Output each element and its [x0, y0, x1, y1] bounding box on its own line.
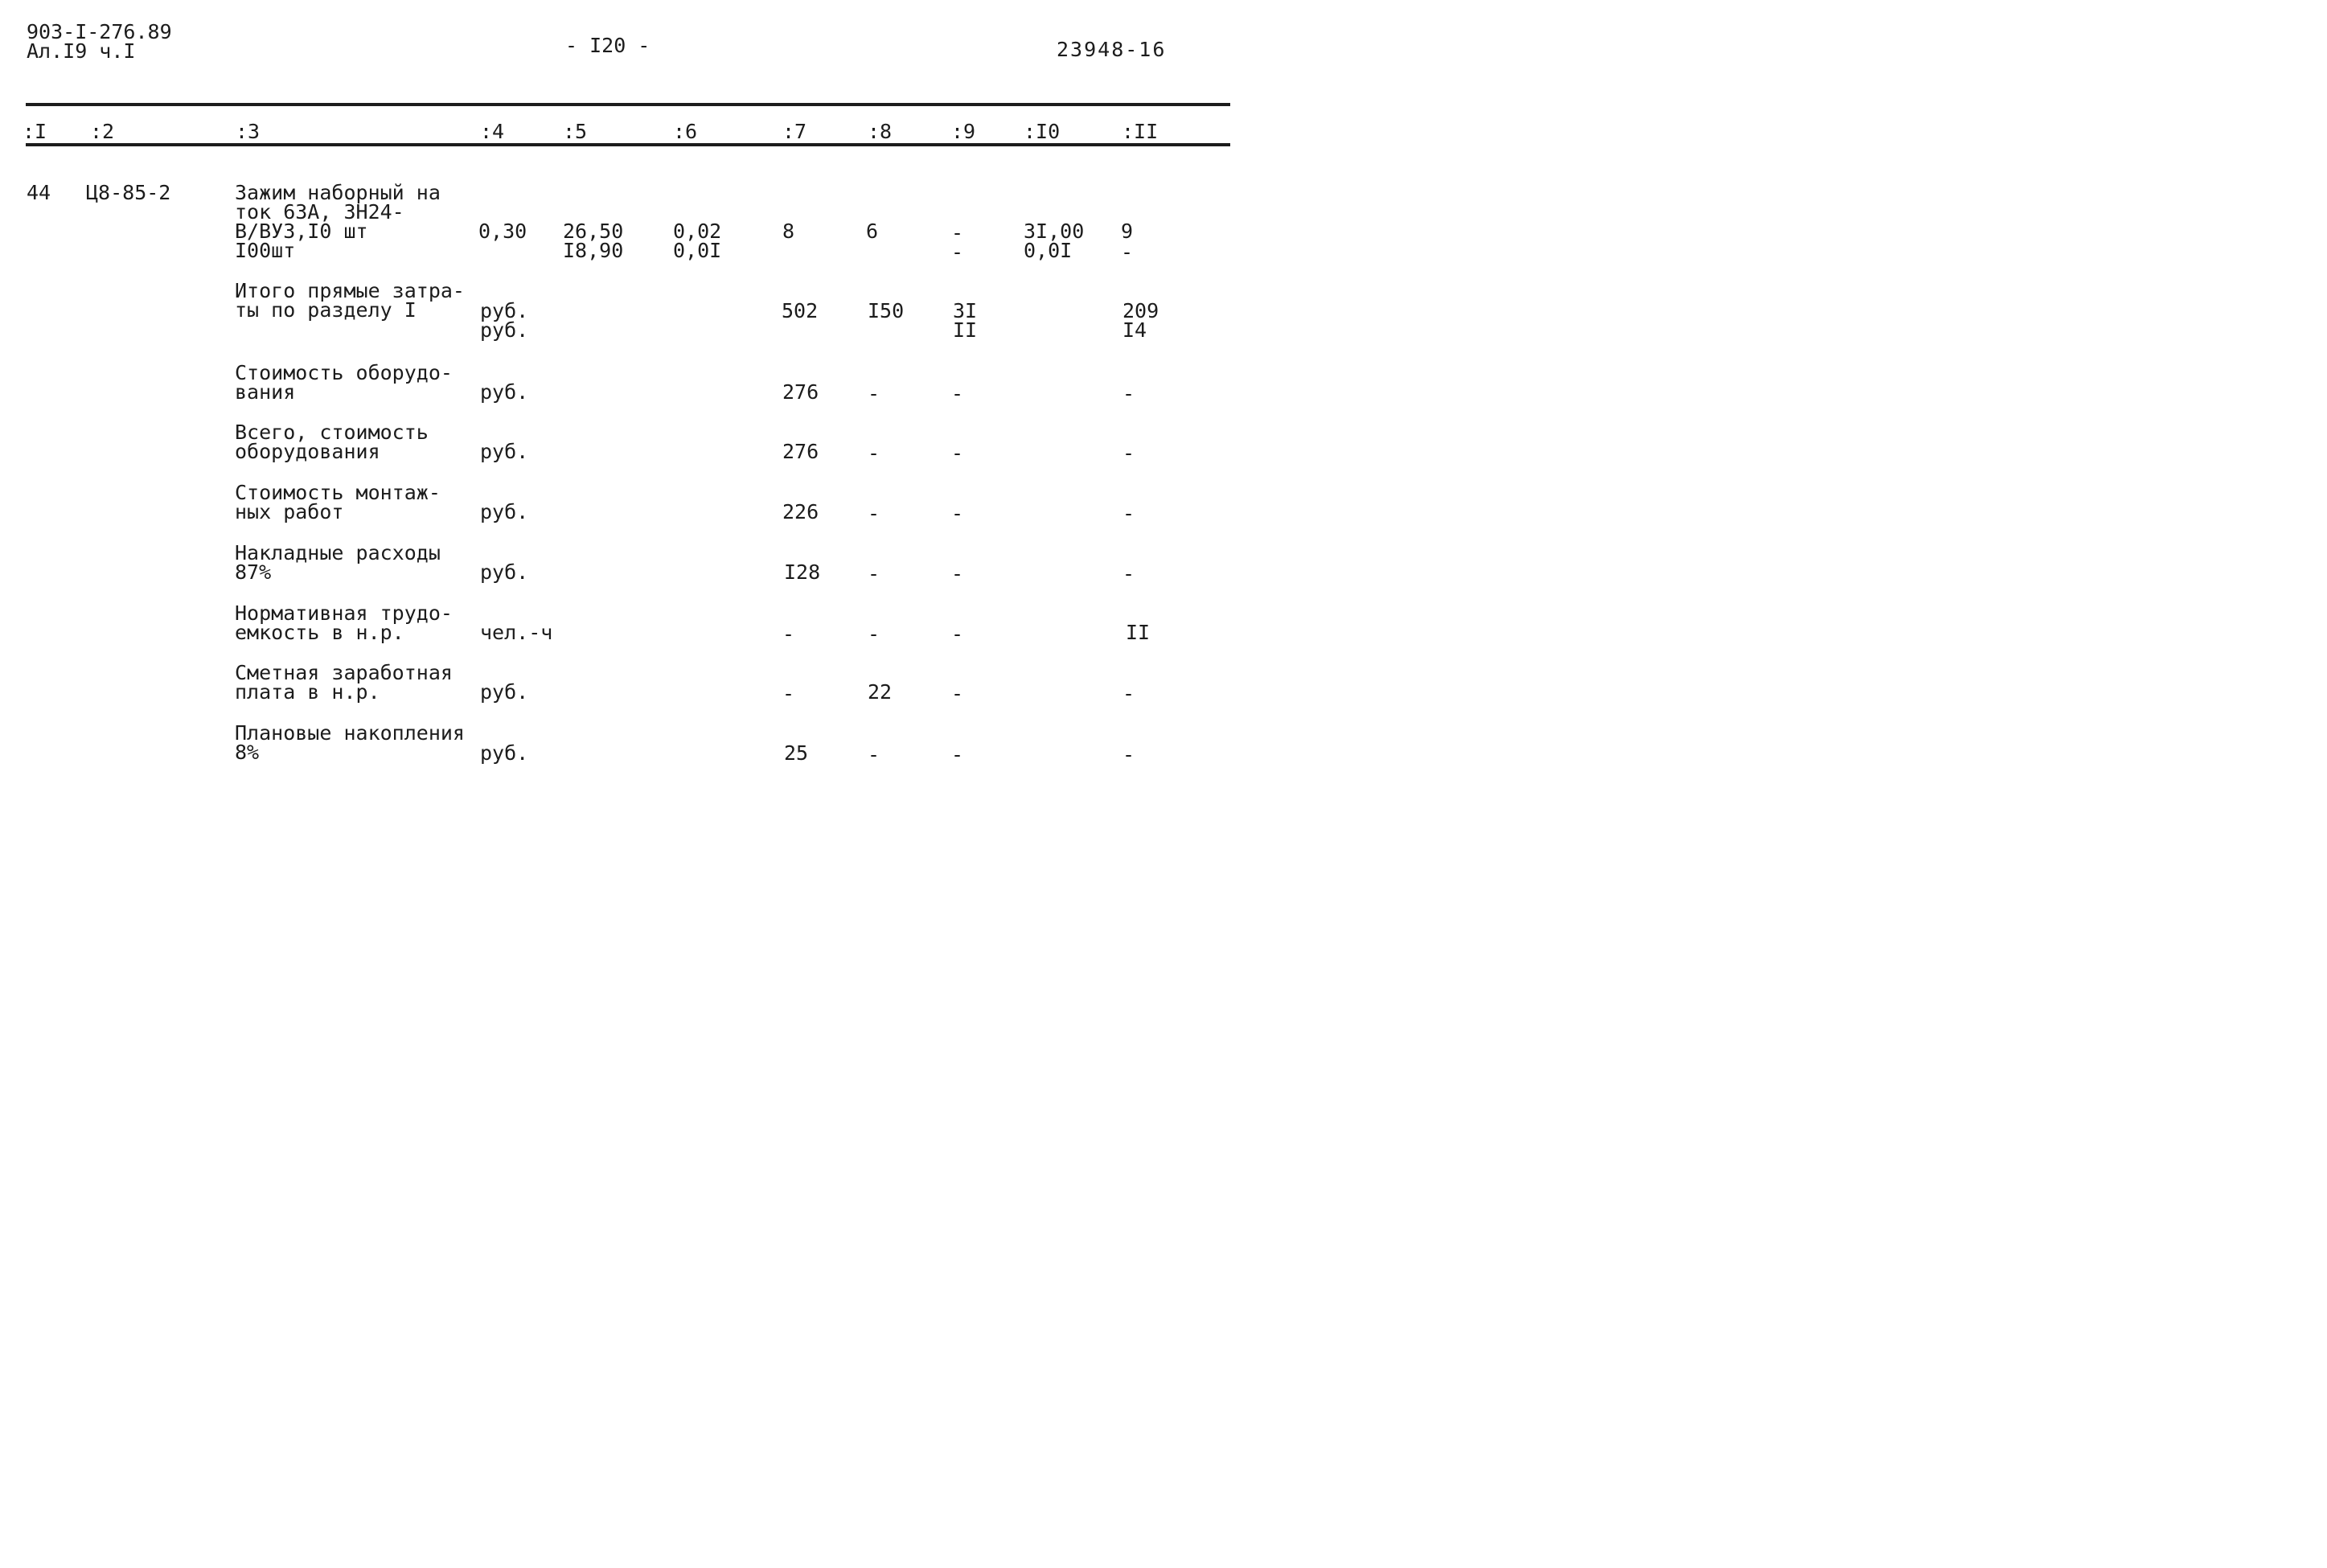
- column-header: :5: [563, 120, 588, 143]
- cell-col11: I4: [1122, 318, 1147, 342]
- cell-col11: -: [1121, 240, 1134, 264]
- item-name-line: Плановые накопления: [235, 721, 465, 745]
- header-bottom-rule: [26, 143, 1230, 146]
- cell-col9: -: [951, 562, 964, 585]
- cell-col8: 22: [868, 680, 893, 704]
- column-header: :6: [673, 120, 698, 143]
- cell-col8: -: [868, 502, 880, 525]
- cell-col8: -: [868, 743, 880, 766]
- cell-col7: -: [782, 682, 795, 705]
- cell-col9: II: [953, 318, 978, 342]
- item-name-line: 8%: [235, 741, 260, 764]
- cell-col11: -: [1122, 743, 1135, 766]
- cell-col4: руб.: [480, 440, 529, 463]
- cell-col9: -: [951, 240, 964, 264]
- cell-col9: 3I: [953, 299, 978, 322]
- cell-col7: 8: [782, 220, 795, 243]
- cell-col11: 9: [1121, 220, 1134, 243]
- cell-col7: 25: [784, 741, 809, 765]
- item-name-line: емкость в н.р.: [235, 621, 404, 644]
- item-name-line: Зажим наборный на: [235, 181, 441, 204]
- row-number: 44: [27, 181, 51, 204]
- item-name-line: В/ВУ3,I0 шт: [235, 220, 368, 243]
- item-name-line: плата в н.р.: [235, 680, 380, 704]
- cell-col7: 502: [782, 299, 819, 322]
- cell-col4: руб.: [480, 500, 529, 523]
- cell-col4: руб.: [480, 680, 529, 704]
- cell-col4: руб.: [480, 318, 529, 342]
- item-name-line: I00шт: [235, 239, 296, 262]
- cell-col8: I50: [868, 299, 905, 322]
- column-header: :3: [236, 120, 261, 143]
- header-top-rule: [26, 103, 1230, 106]
- cell-col5: 26,50: [563, 220, 624, 243]
- cell-col7: 276: [782, 380, 819, 404]
- cell-col4: руб.: [480, 380, 529, 404]
- column-header: :I: [23, 120, 47, 143]
- column-header: :2: [90, 120, 115, 143]
- cell-col10: 3I,00: [1024, 220, 1085, 243]
- item-name-line: Стоимость оборудо-: [235, 361, 453, 384]
- document-code: 903-I-276.89: [27, 20, 172, 43]
- cell-col5: I8,90: [563, 239, 624, 262]
- cell-col7: 276: [782, 440, 819, 463]
- cell-col8: 6: [866, 220, 879, 243]
- cell-col9: -: [951, 622, 964, 646]
- cell-col11: II: [1126, 621, 1151, 644]
- page-number: - I20 -: [565, 34, 650, 57]
- price-code: Ц8-85-2: [86, 181, 171, 204]
- cell-col4: руб.: [480, 299, 529, 322]
- cell-col4: руб.: [480, 560, 529, 584]
- item-name-line: ных работ: [235, 500, 344, 523]
- cell-col8: -: [868, 562, 880, 585]
- cell-col6: 0,02: [673, 220, 722, 243]
- item-name-line: вания: [235, 380, 296, 404]
- cell-col9: -: [951, 502, 964, 525]
- cell-col8: -: [868, 622, 880, 646]
- cell-col11: -: [1122, 562, 1135, 585]
- cell-col9: -: [951, 382, 964, 405]
- column-header: :8: [868, 120, 893, 143]
- cell-col9: -: [951, 682, 964, 705]
- cell-col10: 0,0I: [1024, 239, 1073, 262]
- cell-col9: -: [951, 743, 964, 766]
- item-name-line: Нормативная трудо-: [235, 601, 453, 625]
- cell-col9: -: [951, 441, 964, 465]
- item-name-line: 87%: [235, 560, 272, 584]
- item-name-line: Накладные расходы: [235, 541, 441, 564]
- cell-col4: 0,30: [478, 220, 527, 243]
- cell-col11: -: [1122, 441, 1135, 465]
- column-header: :9: [951, 120, 976, 143]
- cell-col7: I28: [784, 560, 821, 584]
- cell-col7: -: [782, 622, 795, 646]
- cell-col11: 209: [1122, 299, 1159, 322]
- column-header: :II: [1122, 120, 1159, 143]
- cell-col11: -: [1122, 502, 1135, 525]
- item-name-line: ток 63А, ЗН24-: [235, 200, 404, 224]
- item-name-line: Всего, стоимость: [235, 421, 429, 444]
- cell-col11: -: [1122, 682, 1135, 705]
- cell-col8: -: [868, 382, 880, 405]
- cell-col4: руб.: [480, 741, 529, 765]
- sheet-code: 23948-16: [1057, 38, 1167, 61]
- cell-col8: -: [868, 441, 880, 465]
- item-name-line: Стоимость монтаж-: [235, 481, 441, 504]
- item-name-line: Итого прямые затра-: [235, 279, 465, 302]
- cell-col11: -: [1122, 382, 1135, 405]
- item-name-line: ты по разделу I: [235, 298, 417, 322]
- album-label: Ал.I9 ч.I: [27, 39, 136, 63]
- cell-col6: 0,0I: [673, 239, 722, 262]
- item-name-line: Сметная заработная: [235, 661, 453, 684]
- cell-col4: чел.-ч: [480, 621, 553, 644]
- cell-col9: -: [951, 221, 964, 244]
- estimate-sheet: [0, 0, 1248, 841]
- column-header: :7: [782, 120, 807, 143]
- item-name-line: оборудования: [235, 440, 380, 463]
- column-header: :4: [480, 120, 505, 143]
- column-header: :I0: [1024, 120, 1061, 143]
- cell-col7: 226: [782, 500, 819, 523]
